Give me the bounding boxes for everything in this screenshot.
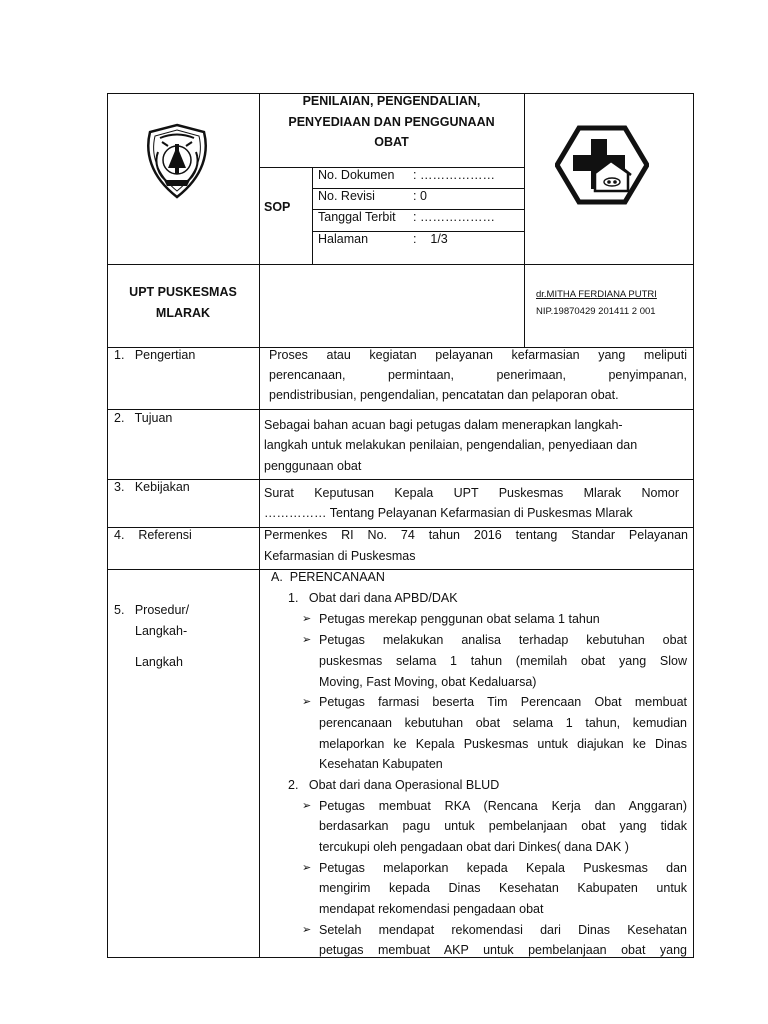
section-label-tujuan: 2. Tujuan (114, 411, 173, 425)
document-title-line-2: PENYEDIAAN DAN PENGGUNAAN (288, 115, 495, 129)
bullet-2-2-line-1: Petugas melaporkan kepada Kepala Puskesmas dan (319, 861, 687, 875)
bullet-1-2-line-1: Petugas melakukan analisa terhadap kebutuhan obat (319, 633, 687, 647)
meta-label-no-revisi: No. Revisi (318, 189, 375, 203)
pengertian-line-1: Proses atau kegiatan pelayanan kefarmasian yang meliputi (269, 348, 687, 362)
section-label-prosedur-line-3: Langkah (135, 655, 183, 669)
prosedur-subheading-blud: 2. Obat dari dana Operasional BLUD (288, 778, 500, 792)
referensi-line-1: Permenkes RI No. 74 tahun 2016 tentang Standar Pelayanan (264, 528, 688, 542)
section-label-referensi: 4. Referensi (114, 528, 192, 542)
bullet-2-2-line-3: mendapat rekomendasi pengadaan obat (319, 902, 544, 916)
pengertian-line-3: pendistribusian, pengendalian, pencatatan dan pelaporan obat. (269, 388, 619, 402)
meta-label-tanggal-terbit: Tanggal Terbit (318, 210, 396, 224)
meta-value-tanggal-terbit: : ……………… (413, 210, 495, 224)
org-name-line-2: MLARAK (155, 306, 211, 320)
section-label-kebijakan: 3. Kebijakan (114, 480, 190, 494)
tujuan-line-1: Sebagai bahan acuan bagi petugas dalam menerapkan langkah- (264, 418, 623, 432)
bullet-2-3-line-2: petugas membuat AKP untuk pembelanjaan obat yang (319, 943, 687, 957)
meta-label-no-dokumen: No. Dokumen (318, 168, 395, 182)
referensi-line-2: Kefarmasian di Puskesmas (264, 549, 416, 563)
bullet-2-2-line-2: mengirim kepada Dinas Kesehatan Kabupaten untuk (319, 881, 687, 895)
bullet-2-1-line-3: tercukupi oleh pengadaan obat dari Dinkes( dana DAK ) (319, 840, 629, 854)
puskesmas-logo (555, 125, 649, 205)
bullet-2-3-line-1: Setelah mendapat rekomendasi dari Dinas Kesehatan (319, 923, 687, 937)
bullet-1-3-line-2: perencanaan kebutuhan obat selama 1 tahun, kemudian (319, 716, 687, 730)
bullet-2-1-line-2: berdasarkan pagu untuk pembelanjaan obat yang tidak (319, 819, 687, 833)
tujuan-line-2: langkah untuk melakukan penilaian, pengendalian, penyediaan dan (264, 438, 638, 452)
kebijakan-line-2: …………… Tentang Pelayanan Kefarmasian di Puskesmas Mlarak (264, 506, 633, 520)
meta-value-no-dokumen: : ……………… (413, 168, 495, 182)
section-label-prosedur-line-1: 5. Prosedur/ (114, 603, 190, 617)
section-label-pengertian: 1. Pengertian (114, 348, 196, 362)
kebijakan-line-1: Surat Keputusan Kepala UPT Puskesmas Mlarak Nomor (264, 486, 679, 500)
signer-name: dr.MITHA FERDIANA PUTRI (536, 289, 657, 300)
bullet-arrow-icon: ➢ (302, 613, 312, 625)
prosedur-heading-perencanaan: A. PERENCANAAN (271, 570, 385, 584)
bullet-arrow-icon: ➢ (302, 924, 312, 936)
bullet-arrow-icon: ➢ (302, 634, 312, 646)
meta-label-halaman: Halaman (318, 232, 369, 246)
pengertian-line-2: perencanaan, permintaan, penerimaan, penyimpanan, (269, 368, 687, 382)
document-title-line-1: PENILAIAN, PENGENDALIAN, (302, 94, 481, 108)
bullet-1-3-line-4: Kesehatan Kabupaten (319, 757, 443, 771)
bullet-1-2-line-2: puskesmas selama 1 tahun (memilah obat yang Slow (319, 654, 687, 668)
regency-emblem-logo (138, 122, 216, 200)
bullet-1-3-line-1: Petugas farmasi beserta Tim Perencaan Obat membuat (319, 695, 687, 709)
bullet-arrow-icon: ➢ (302, 862, 312, 874)
meta-value-no-revisi: : 0 (413, 189, 427, 203)
prosedur-subheading-apbd: 1. Obat dari dana APBD/DAK (288, 591, 458, 605)
signer-nip: NIP.19870429 201411 2 001 (536, 306, 656, 317)
tujuan-line-3: penggunaan obat (264, 459, 362, 473)
bullet-1-3-line-3: melaporkan ke Kepala Puskesmas untuk diajukan ke Dinas (319, 737, 687, 751)
bullet-arrow-icon: ➢ (302, 696, 312, 708)
sop-label: SOP (264, 200, 291, 214)
org-name-line-1: UPT PUSKESMAS (129, 285, 237, 299)
document-title-line-3: OBAT (374, 135, 409, 149)
bullet-1-1-line-1: Petugas merekap penggunan obat selama 1 tahun (319, 612, 600, 626)
meta-value-halaman: : 1/3 (413, 232, 448, 246)
section-label-prosedur-line-2: Langkah- (135, 624, 188, 638)
bullet-arrow-icon: ➢ (302, 800, 312, 812)
bullet-1-2-line-3: Moving, Fast Moving, obat Kedaluarsa) (319, 675, 537, 689)
bullet-2-1-line-1: Petugas membuat RKA (Rencana Kerja dan Anggaran) (319, 799, 687, 813)
